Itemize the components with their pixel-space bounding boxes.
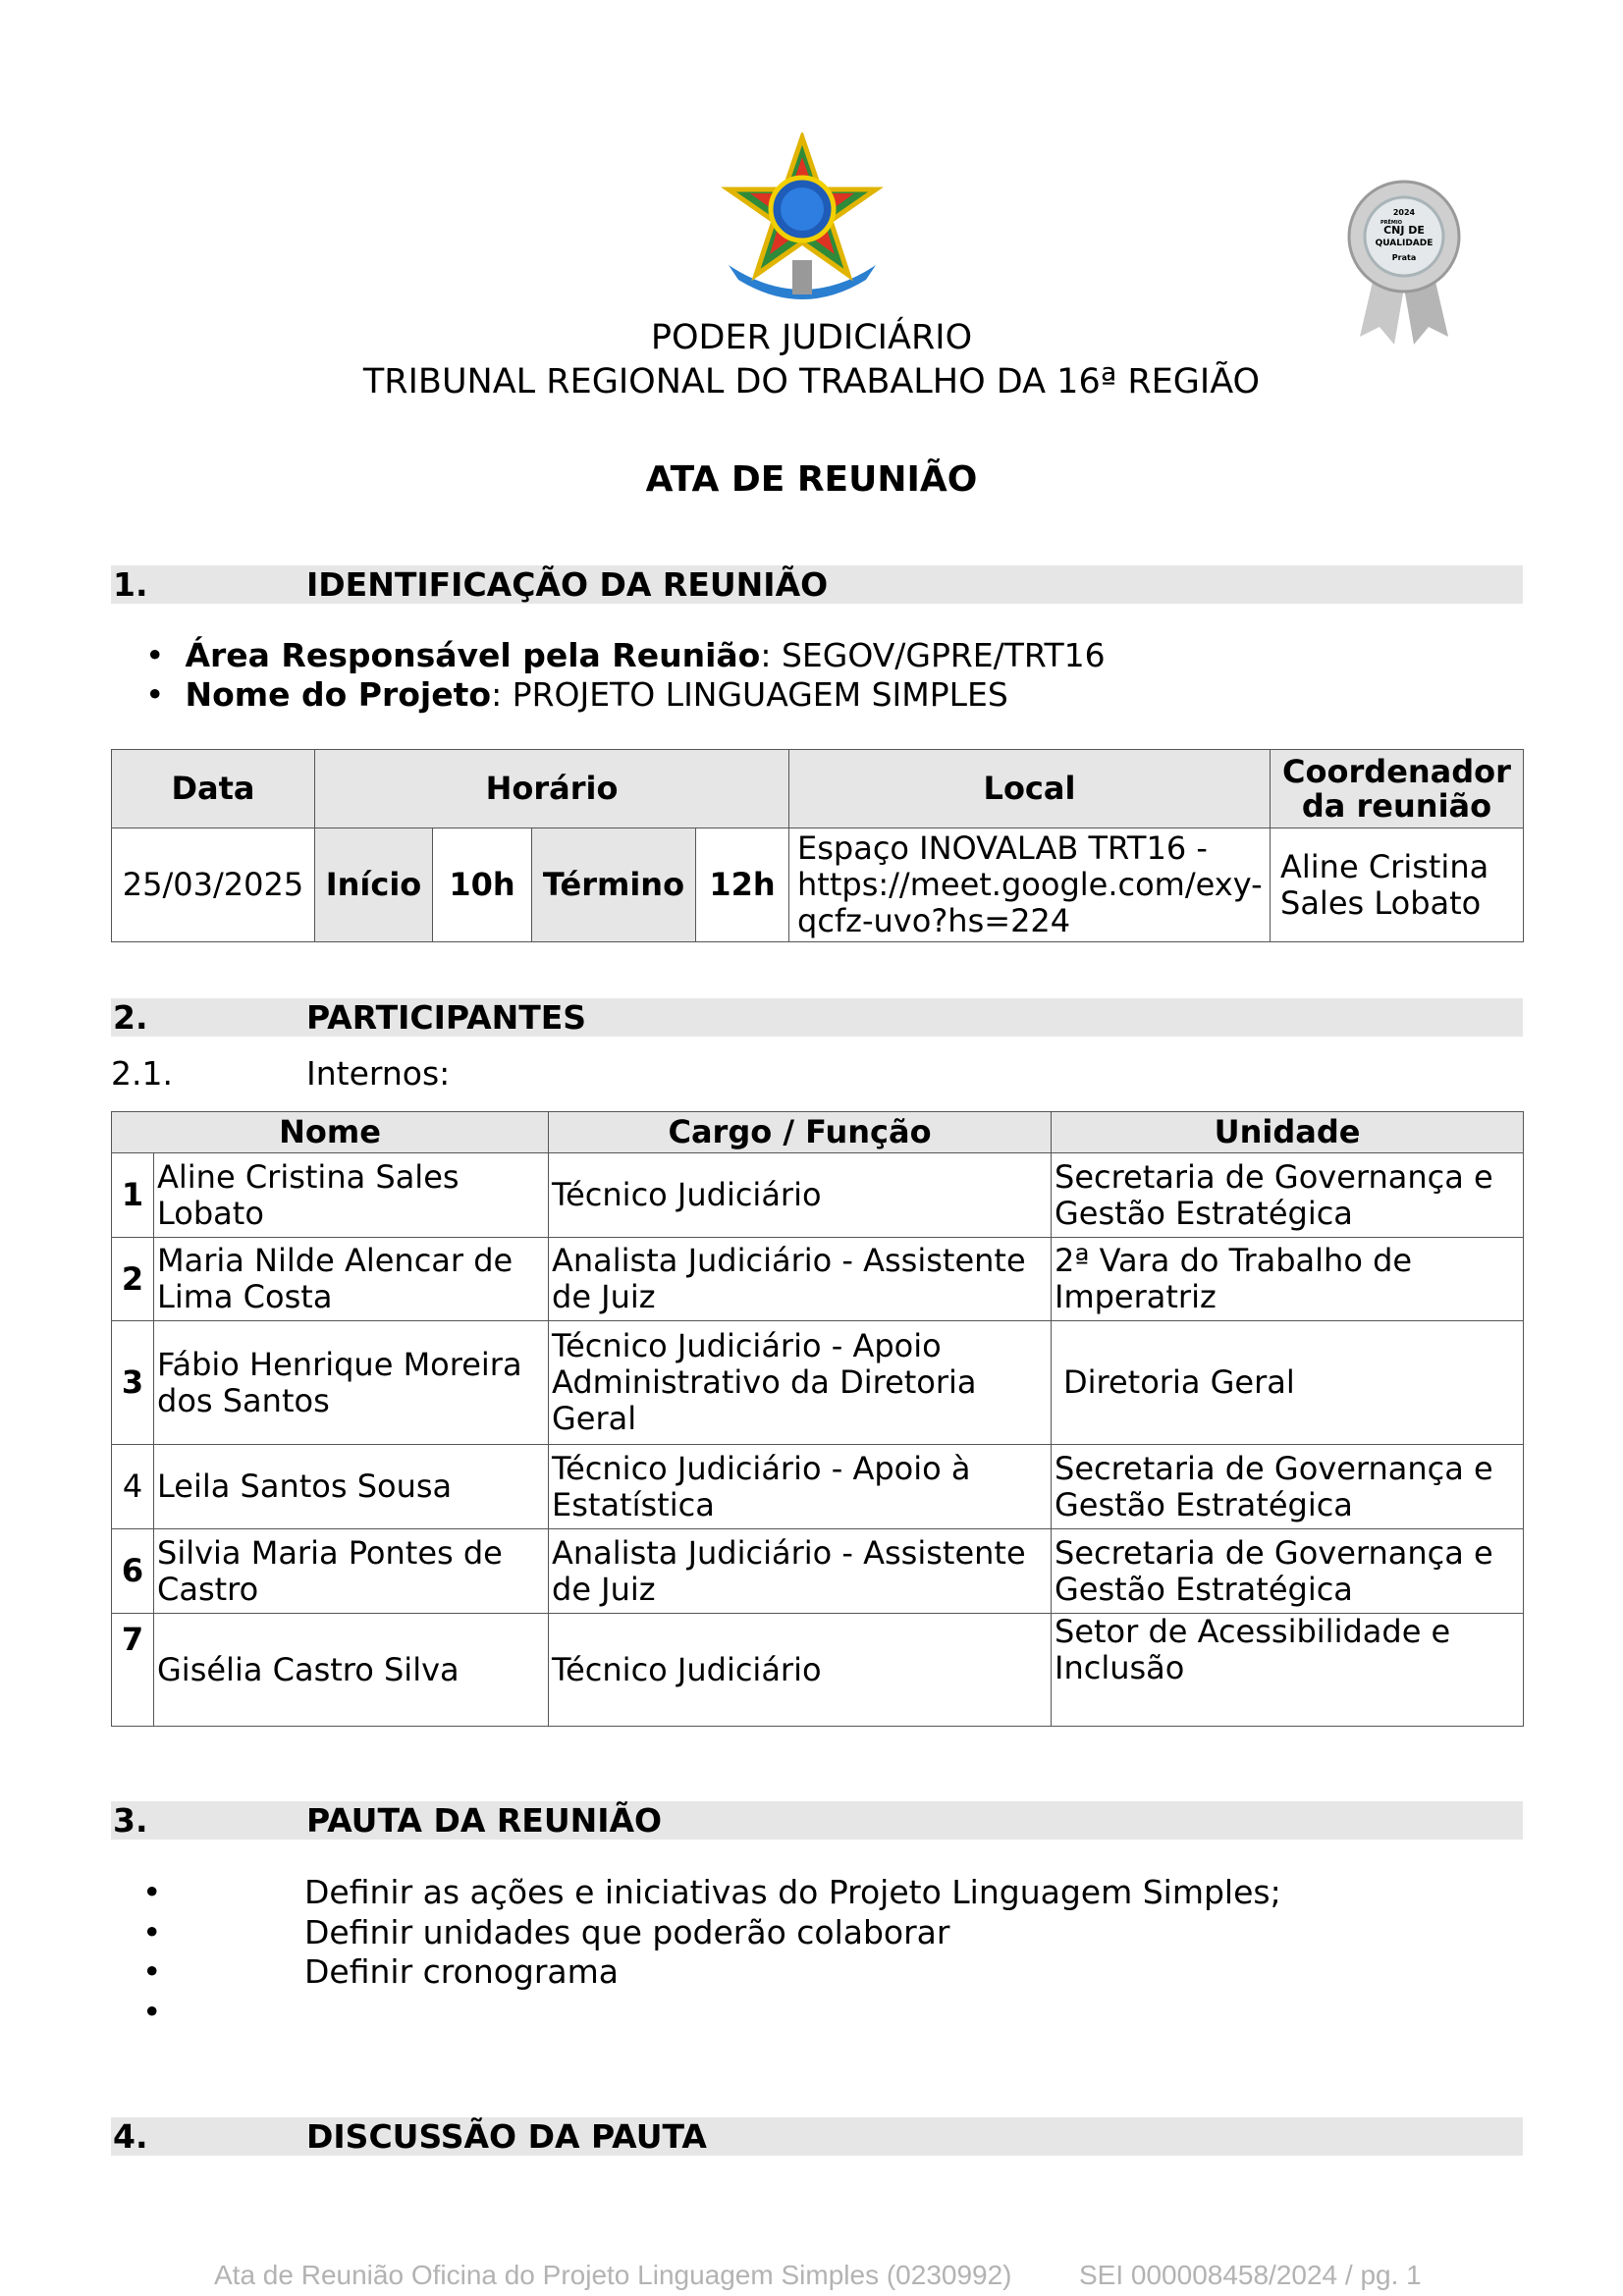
agenda-item: Definir as ações e iniciativas do Projeto Linguagem Simples; — [304, 1873, 1281, 1911]
section-title: IDENTIFICAÇÃO DA REUNIÃO — [306, 565, 829, 604]
badge-line2: CNJ DE — [1383, 224, 1425, 237]
end-time: 12h — [696, 828, 789, 942]
participant-unit: Setor de Acessibilidade e Inclusão — [1052, 1614, 1524, 1727]
section-number: 2. — [113, 998, 148, 1037]
table-row — [112, 1614, 1524, 1727]
header-place: Local — [789, 750, 1271, 828]
section-number: 3. — [113, 1801, 148, 1840]
header-time: Horário — [315, 750, 789, 828]
participant-unit: Secretaria de Governança e Gestão Estratégica — [1052, 1529, 1524, 1614]
badge-year: 2024 — [1392, 208, 1416, 217]
bullet-icon: • — [142, 1873, 162, 1911]
bullet-icon: • — [142, 1993, 162, 2031]
meeting-info-table — [111, 749, 1524, 942]
section-3-heading — [111, 1801, 1523, 1840]
info-item: • Área Responsável pela Reunião: SEGOV/GPRE/TRT16 — [145, 636, 1106, 674]
badge-line3: QUALIDADE — [1375, 239, 1434, 248]
section-title: PARTICIPANTES — [306, 998, 587, 1037]
agenda-item: Definir unidades que poderão colaborar — [304, 1913, 950, 1951]
header-unit: Unidade — [1052, 1112, 1524, 1153]
info-label: Área Responsável pela Reunião — [185, 636, 761, 674]
bullet-icon: • — [142, 1913, 162, 1951]
section-number: 1. — [113, 565, 148, 604]
row-number: 2 — [112, 1238, 154, 1321]
participant-role: Técnico Judiciário — [549, 1153, 1052, 1238]
participant-role: Analista Judiciário - Assistente de Juiz — [549, 1238, 1052, 1321]
participant-name: Aline Cristina Sales Lobato — [154, 1153, 549, 1238]
info-item: • Nome do Projeto: PROJETO LINGUAGEM SIMPLES — [145, 675, 1008, 714]
start-label: Início — [315, 828, 433, 942]
participant-role: Técnico Judiciário - Apoio Administrativo da Diretoria Geral — [549, 1321, 1052, 1445]
participant-unit: 2ª Vara do Trabalho de Imperatriz — [1052, 1238, 1524, 1321]
header-date: Data — [112, 750, 315, 828]
meeting-date: 25/03/2025 — [112, 828, 315, 942]
meeting-place[interactable]: Espaço INOVALAB TRT16 - https://meet.google.com/exy-qcfz-uvo?hs=224 — [789, 828, 1271, 942]
participant-role: Técnico Judiciário - Apoio à Estatística — [549, 1445, 1052, 1529]
table-row — [112, 1321, 1524, 1445]
section-2-heading — [111, 998, 1523, 1037]
agenda-item: Definir cronograma — [304, 1952, 620, 1991]
document-title: ATA DE REUNIÃO — [645, 459, 978, 500]
section-title: PAUTA DA REUNIÃO — [306, 1801, 663, 1840]
participant-name: Silvia Maria Pontes de Castro — [154, 1529, 549, 1614]
participant-unit: Diretoria Geral — [1052, 1321, 1524, 1445]
participant-name: Maria Nilde Alencar de Lima Costa — [154, 1238, 549, 1321]
row-number: 7 — [112, 1614, 154, 1727]
header-role: Cargo / Função — [549, 1112, 1052, 1153]
row-number: 6 — [112, 1529, 154, 1614]
participant-name: Gisélia Castro Silva — [154, 1614, 549, 1727]
footer-page-info: SEI 000008458/2024 / pg. 1 — [1079, 2260, 1422, 2290]
org-line-1: PODER JUDICIÁRIO — [650, 318, 973, 357]
badge-level: Prata — [1391, 253, 1417, 262]
row-number: 3 — [112, 1321, 154, 1445]
coat-of-arms-icon — [719, 133, 886, 304]
participant-unit: Secretaria de Governança e Gestão Estratégica — [1052, 1445, 1524, 1529]
org-line-2: TRIBUNAL REGIONAL DO TRABALHO DA 16ª REGIÃO — [362, 362, 1261, 401]
row-number: 4 — [112, 1445, 154, 1529]
participant-name: Fábio Henrique Moreira dos Santos — [154, 1321, 549, 1445]
table-row — [112, 1445, 1524, 1529]
table-row — [112, 1529, 1524, 1614]
table-row — [112, 1238, 1524, 1321]
info-label: Nome do Projeto — [185, 675, 492, 714]
table-row — [112, 1153, 1524, 1238]
start-time: 10h — [433, 828, 532, 942]
info-value: : SEGOV/GPRE/TRT16 — [760, 636, 1106, 674]
section-number: 4. — [113, 2117, 148, 2156]
participants-table — [111, 1111, 1524, 1727]
info-value: : PROJETO LINGUAGEM SIMPLES — [491, 675, 1008, 714]
header-name: Nome — [112, 1112, 549, 1153]
badge-line1: PRÊMIO — [1380, 220, 1403, 226]
participant-role: Analista Judiciário - Assistente de Juiz — [549, 1529, 1052, 1614]
bullet-icon: • — [142, 1952, 162, 1991]
row-number: 1 — [112, 1153, 154, 1238]
section-4-heading — [111, 2117, 1523, 2156]
participant-role: Técnico Judiciário — [549, 1614, 1052, 1727]
subsection-number: 2.1. — [111, 1054, 173, 1093]
end-label: Término — [532, 828, 696, 942]
coordinator-name: Aline Cristina Sales Lobato — [1271, 828, 1524, 942]
subsection-title: Internos: — [306, 1054, 451, 1093]
section-1-heading — [111, 565, 1523, 604]
footer-document-name: Ata de Reunião Oficina do Projeto Linguagem Simples (0230992) — [214, 2260, 1012, 2290]
participant-name: Leila Santos Sousa — [154, 1445, 549, 1529]
participant-unit: Secretaria de Governança e Gestão Estratégica — [1052, 1153, 1524, 1238]
header-coordinator: Coordenador da reunião — [1271, 750, 1524, 828]
section-title: DISCUSSÃO DA PAUTA — [306, 2117, 707, 2156]
